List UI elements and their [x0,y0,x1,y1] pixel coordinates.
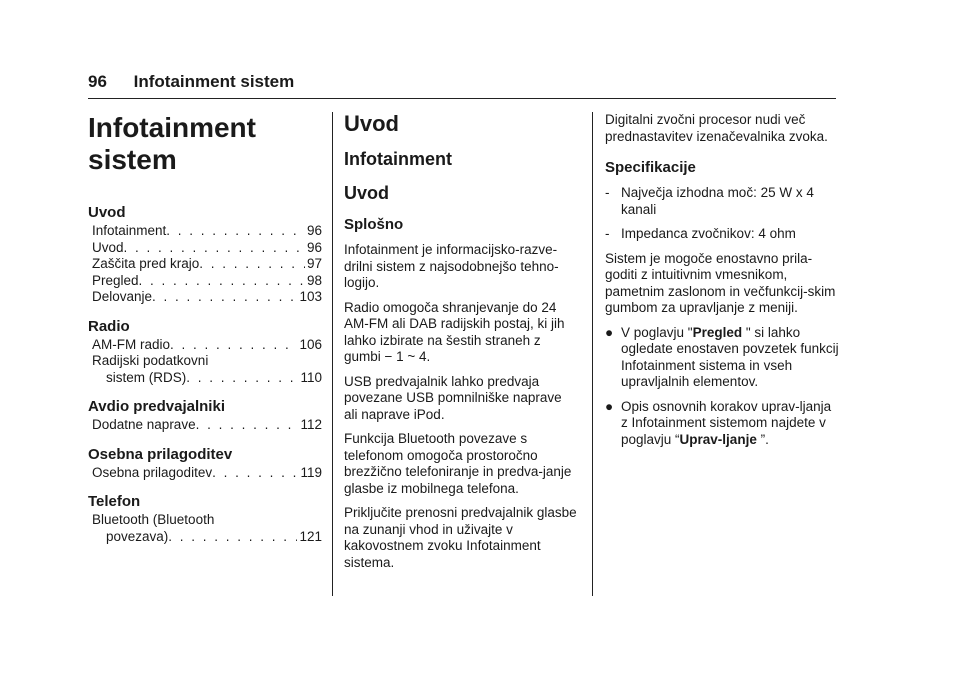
toc-entry-line: Bluetooth (Bluetooth [92,512,215,527]
toc-entry[interactable]: Dodatne naprave . . . 112 [88,417,322,434]
toc-section-osebna: Osebna prilagoditev [88,445,233,463]
header-rule [88,98,836,99]
paragraph: Priključite prenosni predvajalnik glasbe na zunanji vhod in uživajte v kakovostnem zvoku Infotainment sistema. [344,505,577,570]
toc-section-telefon: Telefon [88,493,141,510]
heading-uvod-2: Uvod [344,183,389,203]
paragraph: Radio omogoča shranjevanje do 24 AM-FM ali DAB radijskih postaj, ki jih lahko izbirate na šestih straneh z gumbi − 1 ~ 4. [344,299,565,364]
spec-item: - Največja izhodna moč: 25 W x 4 kanali [605,185,814,217]
heading-infotainment: Infotainment [344,149,452,169]
toc-column [88,112,322,557]
spec-item: - Impedanca zvočnikov: 4 ohm [605,226,796,241]
link-pregled[interactable]: Pregled [692,324,743,340]
content-column-1 [344,112,578,579]
column-divider-1 [332,112,333,596]
toc-entry[interactable]: Uvod . . . 96 [88,240,322,257]
paragraph: Funkcija Bluetooth povezave s telefonom omogoča prostoročno brezžično telefoniranje in predva-janje glasbe iz mobilnega telefona. [344,431,572,496]
toc-section-radio: Radio [88,317,130,335]
dash-marker: - [605,226,610,241]
toc-entry[interactable]: Infotainment . . . 96 [88,223,322,240]
column-divider-2 [592,112,593,596]
heading-splosno: Splošno [344,216,404,233]
bullet-marker: ● [605,324,614,340]
toc-entry[interactable]: Osebna prilagoditev . . . 119 [88,465,322,482]
header-title: Infotainment sistem [133,72,295,91]
toc-section-uvod: Uvod [88,204,126,221]
paragraph: USB predvajalnik lahko predvaja povezane USB pomnilniške naprave ali naprave iPod. [344,373,562,422]
toc-entry-line: Radijski podatkovni [92,353,209,368]
chapter-title [88,112,322,176]
toc-entry[interactable]: sistem (RDS) . . . 110 [88,370,322,387]
toc-entry[interactable]: Delovanje . . . 103 [88,289,322,306]
paragraph: Sistem je mogoče enostavno prila-goditi z intuitivnim vmesnikom, pametnim zaslonom in večfunkcij-skim gumbom za upravljanje z meniji. [605,250,836,315]
link-upravljanje[interactable]: Uprav-ljanje [679,431,757,447]
toc-entry[interactable]: Zaščita pred krajo . . . 97 [88,256,322,273]
content-column-2 [605,112,839,456]
bullet-marker: ● [605,398,614,414]
page-number: 96 [88,72,107,91]
bullet-item: ● V poglavju "Pregled " si lahko ogledate enostaven povzetek funkcij Infotainment sistema in vseh upravljalnih elementov. [605,324,839,389]
toc-entry[interactable]: povezava) . . . 121 [88,529,322,546]
chapter-title-line1: Infotainment [88,112,256,143]
heading-specifikacije: Specifikacije [605,159,696,176]
paragraph: Infotainment je informacijsko-razve-drilni sistem z najsodobnejšo tehno-logijo. [344,242,559,290]
paragraph: Digitalni zvočni procesor nudi več prednastavitev izenačevalnika zvoka. [605,112,828,144]
toc-entry[interactable]: Pregled . . . 98 [88,273,322,290]
page-header [88,72,294,92]
dash-marker: - [605,185,610,200]
bullet-item: ● Opis osnovnih korakov uprav-ljanja z Infotainment sistemom najdete v poglavju “Uprav-ljanje ”. [605,398,832,447]
heading-uvod: Uvod [344,111,399,136]
toc-section-avdio: Avdio predvajalniki [88,398,225,415]
toc-entry[interactable]: AM-FM radio . . . 106 [88,337,322,354]
chapter-title-line2: sistem [88,144,177,175]
